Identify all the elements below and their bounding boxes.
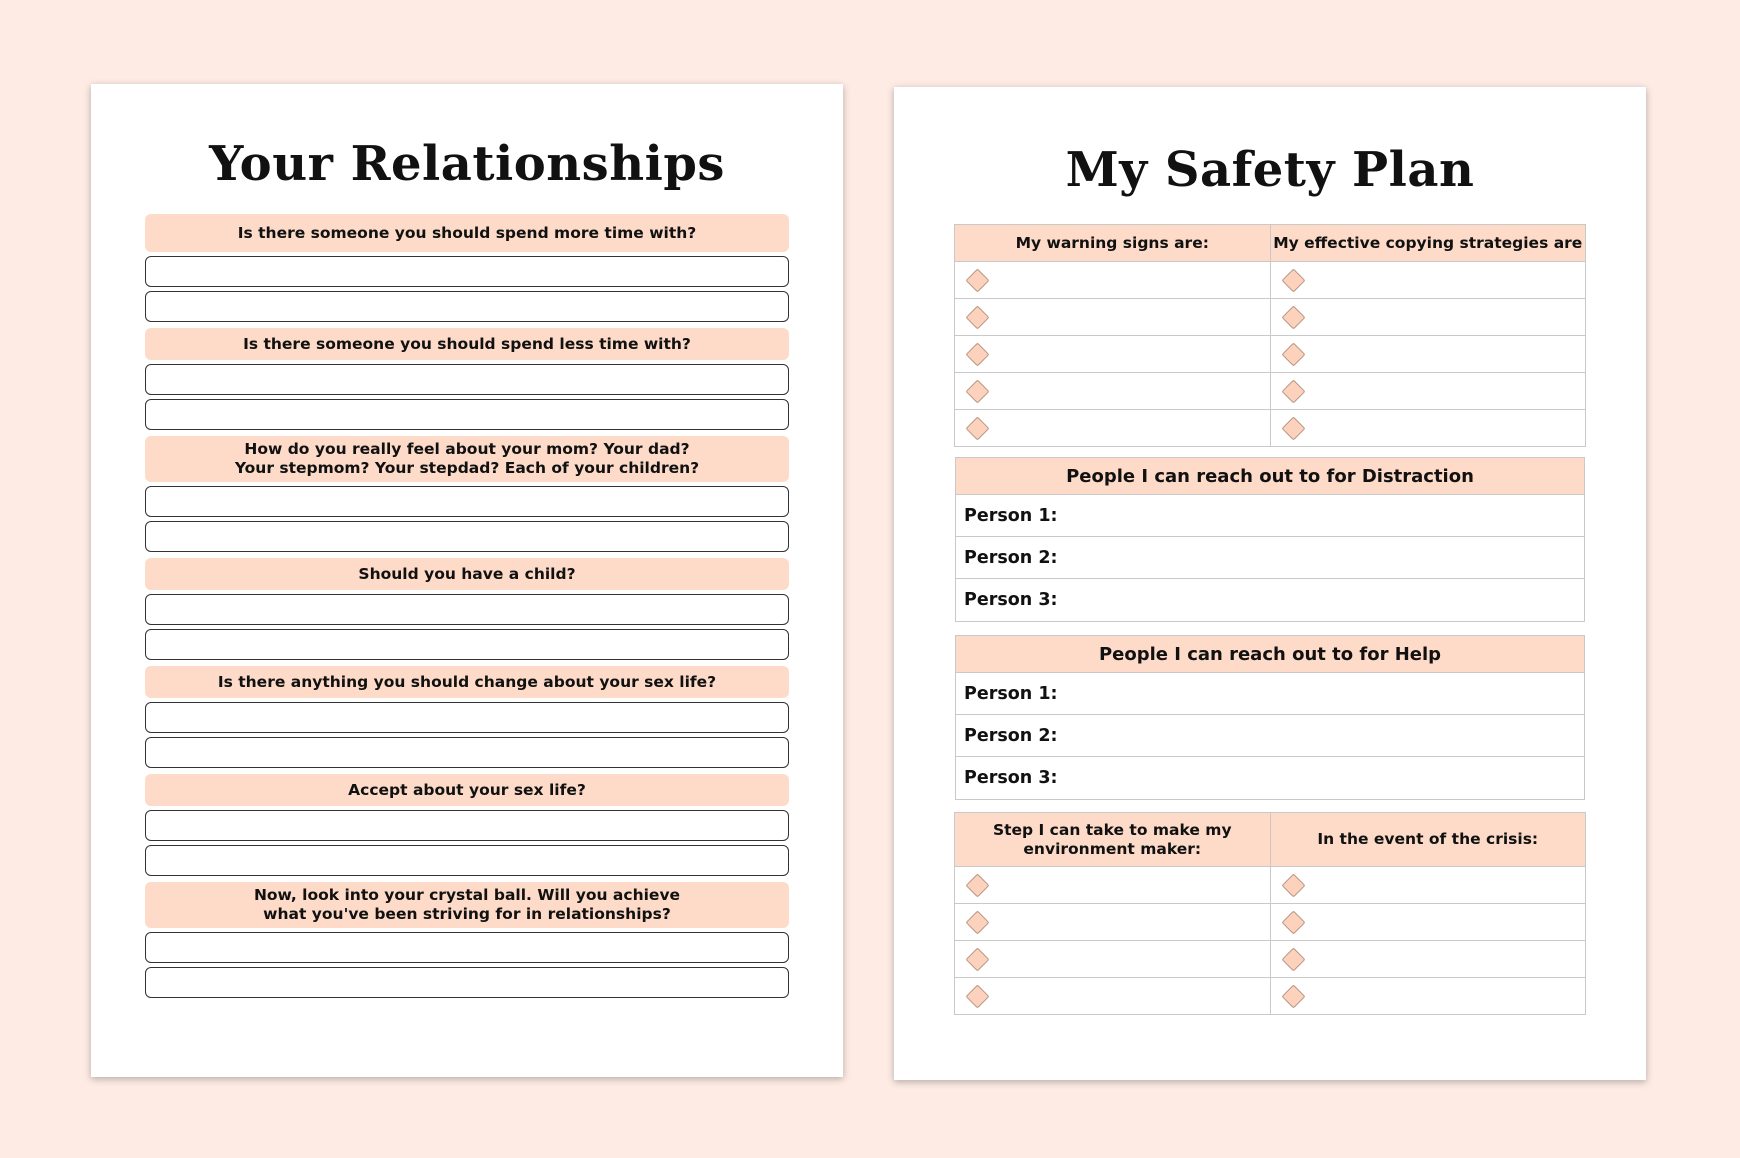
answer-line[interactable]: [145, 702, 789, 733]
warning-signs-table: [954, 224, 1586, 447]
table-row: [955, 336, 1586, 373]
section-heading: People I can reach out to for Distraction: [956, 458, 1584, 495]
column-header: Step I can take to make my environment maker:: [955, 813, 1271, 867]
answer-line[interactable]: [145, 629, 789, 660]
table-row: [955, 867, 1586, 904]
table-cell[interactable]: [1270, 941, 1586, 978]
question-label: Is there anything you should change about your sex life?: [145, 666, 789, 698]
table-cell[interactable]: [1270, 978, 1586, 1015]
table-cell[interactable]: [955, 410, 1271, 447]
diamond-bullet-icon: [965, 379, 989, 403]
question-block: [145, 214, 789, 322]
table-cell[interactable]: [955, 299, 1271, 336]
answer-line[interactable]: [145, 291, 789, 322]
person-row[interactable]: Person 1:: [956, 495, 1584, 537]
table-cell[interactable]: [955, 262, 1271, 299]
table-cell[interactable]: [1270, 410, 1586, 447]
diamond-bullet-icon: [965, 984, 989, 1008]
table-cell[interactable]: [955, 904, 1271, 941]
relationships-page: [91, 84, 843, 1077]
diamond-bullet-icon: [1281, 342, 1305, 366]
question-label: Is there someone you should spend more time with?: [145, 214, 789, 252]
table-cell[interactable]: [955, 336, 1271, 373]
question-block: [145, 558, 789, 660]
diamond-bullet-icon: [965, 910, 989, 934]
answer-line[interactable]: [145, 399, 789, 430]
help-contacts: [955, 635, 1585, 800]
person-row[interactable]: Person 1:: [956, 673, 1584, 715]
question-block: [145, 774, 789, 876]
question-block: [145, 666, 789, 768]
question-block: [145, 328, 789, 430]
section-heading: People I can reach out to for Help: [956, 636, 1584, 673]
answer-line[interactable]: [145, 845, 789, 876]
answer-line[interactable]: [145, 256, 789, 287]
page-title: My Safety Plan: [1065, 142, 1475, 198]
diamond-bullet-icon: [1281, 984, 1305, 1008]
diamond-bullet-icon: [1281, 873, 1305, 897]
person-row[interactable]: Person 2:: [956, 537, 1584, 579]
question-label: Accept about your sex life?: [145, 774, 789, 806]
diamond-bullet-icon: [1281, 305, 1305, 329]
table-row: [955, 941, 1586, 978]
person-row[interactable]: Person 3:: [964, 590, 1058, 610]
answer-line[interactable]: [145, 486, 789, 517]
table-row: [955, 904, 1586, 941]
table-cell[interactable]: [955, 867, 1271, 904]
diamond-bullet-icon: [1281, 416, 1305, 440]
table-cell[interactable]: [1270, 336, 1586, 373]
question-label: How do you really feel about your mom? Your dad? Your stepmom? Your stepdad? Each of your children?: [145, 436, 789, 482]
page-title: Your Relationships: [209, 136, 725, 192]
column-header: In the event of the crisis:: [1270, 813, 1586, 867]
table-cell[interactable]: [1270, 262, 1586, 299]
table-cell[interactable]: [955, 978, 1271, 1015]
table-cell[interactable]: [955, 941, 1271, 978]
diamond-bullet-icon: [965, 305, 989, 329]
diamond-bullet-icon: [965, 416, 989, 440]
diamond-bullet-icon: [1281, 910, 1305, 934]
diamond-bullet-icon: [965, 873, 989, 897]
question-block: [145, 436, 789, 552]
table-cell[interactable]: [1270, 867, 1586, 904]
question-label: Now, look into your crystal ball. Will you achieve what you've been striving for in relationships?: [145, 882, 789, 928]
column-header: My warning signs are:: [955, 225, 1271, 262]
table-row: [955, 262, 1586, 299]
answer-line[interactable]: [145, 521, 789, 552]
answer-line[interactable]: [145, 737, 789, 768]
distraction-contacts: [955, 457, 1585, 622]
answer-line[interactable]: [145, 967, 789, 998]
diamond-bullet-icon: [1281, 268, 1305, 292]
table-row: [955, 299, 1586, 336]
question-list: [145, 214, 789, 1004]
question-label: Is there someone you should spend less time with?: [145, 328, 789, 360]
safety-plan-page: [894, 87, 1646, 1080]
table-cell[interactable]: [1270, 904, 1586, 941]
steps-table: [954, 812, 1586, 1015]
table-cell[interactable]: [955, 373, 1271, 410]
question-label: Should you have a child?: [145, 558, 789, 590]
diamond-bullet-icon: [965, 342, 989, 366]
diamond-bullet-icon: [965, 947, 989, 971]
table-row: [955, 373, 1586, 410]
answer-line[interactable]: [145, 932, 789, 963]
question-block: [145, 882, 789, 998]
table-row: [955, 978, 1586, 1015]
person-row[interactable]: Person 3:: [964, 768, 1058, 788]
column-header: My effective copying strategies are: [1270, 225, 1586, 262]
diamond-bullet-icon: [1281, 947, 1305, 971]
table-cell[interactable]: [1270, 373, 1586, 410]
person-row[interactable]: Person 2:: [956, 715, 1584, 757]
answer-line[interactable]: [145, 594, 789, 625]
table-row: [955, 410, 1586, 447]
table-cell[interactable]: [1270, 299, 1586, 336]
answer-line[interactable]: [145, 810, 789, 841]
diamond-bullet-icon: [1281, 379, 1305, 403]
answer-line[interactable]: [145, 364, 789, 395]
diamond-bullet-icon: [965, 268, 989, 292]
